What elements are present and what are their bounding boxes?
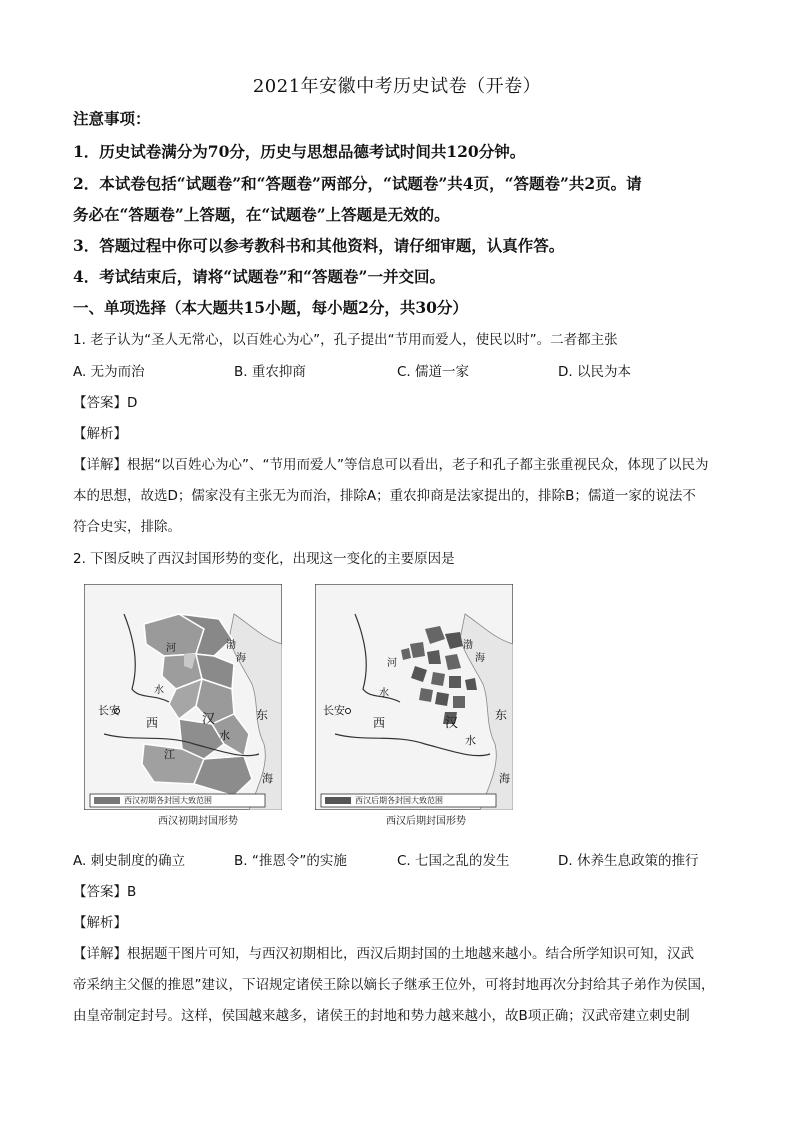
question-2-detail-line3: 由皇帝制定封号。这样，侯国越来越多，诸侯王的封地和势力越来越小，故B项正确；汉武帝建立刺史制 xyxy=(73,1008,690,1024)
map-late-label-river1: 河 xyxy=(387,658,397,669)
question-2-option-d: D. 休养生息政策的推行 xyxy=(558,853,699,869)
map-late-label-shui: 水 xyxy=(465,734,476,747)
map-early-legend: 西汉初期各封国大致范围 xyxy=(124,796,212,805)
map-late-label-hai1: 海 xyxy=(475,653,485,664)
question-1-analysis-label: 【解析】 xyxy=(73,426,127,442)
question-1-answer: 【答案】D xyxy=(73,395,138,411)
map-early-label-hai1: 海 xyxy=(236,653,246,664)
question-2-analysis-label: 【解析】 xyxy=(73,915,127,931)
map-early-label-changan: 长安 xyxy=(98,704,120,717)
map-late-label-changan: 长安 xyxy=(323,704,345,717)
question-1-option-c: C. 儒道一家 xyxy=(397,364,470,380)
map-late-graphic xyxy=(315,584,513,810)
question-1-detail-line3: 符合史实，排除。 xyxy=(73,519,181,535)
question-2-detail-line2: 帝采纳主父偃的推恩”建议，下诏规定诸侯王除以嫡长子继承王位外，可将封地再次分封给其子弟作为侯国， xyxy=(73,977,715,993)
notice-item-2-line2: 务必在“答题卷”上答题，在“试题卷”上答题是无效的。 xyxy=(73,205,450,224)
map-late-label-xi: 西 xyxy=(373,716,386,730)
question-2-detail-line1: 【详解】根据题干图片可知，与西汉初期相比，西汉后期封国的土地越来越小。结合所学知识可知，汉武 xyxy=(73,946,694,962)
map-early-label-dong: 东 xyxy=(256,708,269,722)
map-early-label-river2: 水 xyxy=(154,685,164,696)
map-late-label-hai2: 海 xyxy=(499,772,510,785)
question-1-detail-line2: 本的思想，故选D；儒家没有主张无为而治，排除A；重农抑商是法家提出的，排除B；儒道一家的说法不 xyxy=(73,488,696,504)
map-late-legend: 西汉后期各封国大致范围 xyxy=(355,796,443,805)
question-1-option-a: A. 无为而治 xyxy=(73,364,145,380)
map-late-label-river2: 水 xyxy=(379,688,389,699)
notice-item-2-line1: 2．本试卷包括“试题卷”和“答题卷”两部分，“试题卷”共4页，“答题卷”共2页。请 xyxy=(73,174,642,193)
map-early-label-jiang: 江 xyxy=(164,748,175,761)
map-early-label-han: 汉 xyxy=(202,712,216,727)
notice-item-4: 4．考试结束后，请将“试题卷”和“答题卷”一并交回。 xyxy=(73,267,445,286)
page-title: 2021年安徽中考历史试卷（开卷） xyxy=(252,76,542,97)
question-1-stem: 1. 老子认为“圣人无常心，以百姓心为心”，孔子提出“节用而爱人，使民以时”。二者都主张 xyxy=(73,332,618,348)
question-2-option-c: C. 七国之乱的发生 xyxy=(397,853,510,869)
map-early-label-hai2: 海 xyxy=(262,772,273,785)
question-1-option-d: D. 以民为本 xyxy=(558,364,631,380)
notice-item-3: 3．答题过程中你可以参考教科书和其他资料，请仔细审题，认真作答。 xyxy=(73,236,565,255)
map-early-western-han xyxy=(84,584,282,810)
notice-heading: 注意事项： xyxy=(73,109,151,128)
map-late-caption: 西汉后期封国形势 xyxy=(386,816,466,827)
map-early-label-xi: 西 xyxy=(146,716,159,730)
question-2-option-b: B. “推恩令”的实施 xyxy=(234,853,347,869)
question-2-option-a: A. 刺史制度的确立 xyxy=(73,853,186,869)
question-1-option-b: B. 重农抑商 xyxy=(234,364,306,380)
question-2-answer: 【答案】B xyxy=(73,884,137,900)
map-late-label-dong: 东 xyxy=(495,708,508,722)
question-2-stem: 2. 下图反映了西汉封国形势的变化，出现这一变化的主要原因是 xyxy=(73,551,455,567)
section-heading: 一、单项选择（本大题共15小题，每小题2分，共30分） xyxy=(73,298,468,317)
notice-item-1: 1．历史试卷满分为70分，历史与思想品德考试时间共120分钟。 xyxy=(73,142,526,161)
map-late-label-han: 汉 xyxy=(445,716,459,731)
map-early-label-river1: 河 xyxy=(166,643,176,654)
map-late-western-han xyxy=(315,584,513,810)
question-1-detail-line1: 【详解】根据“以百姓心为心”、“节用而爱人”等信息可以看出，老子和孔子都主张重视民众，体现了以民为 xyxy=(73,457,709,473)
map-early-caption: 西汉初期封国形势 xyxy=(158,816,238,827)
map-early-label-shui: 水 xyxy=(219,729,230,742)
map-early-graphic xyxy=(84,584,282,810)
map-late-label-bo: 渤 xyxy=(463,640,473,651)
map-early-label-bo: 渤 xyxy=(226,640,236,651)
